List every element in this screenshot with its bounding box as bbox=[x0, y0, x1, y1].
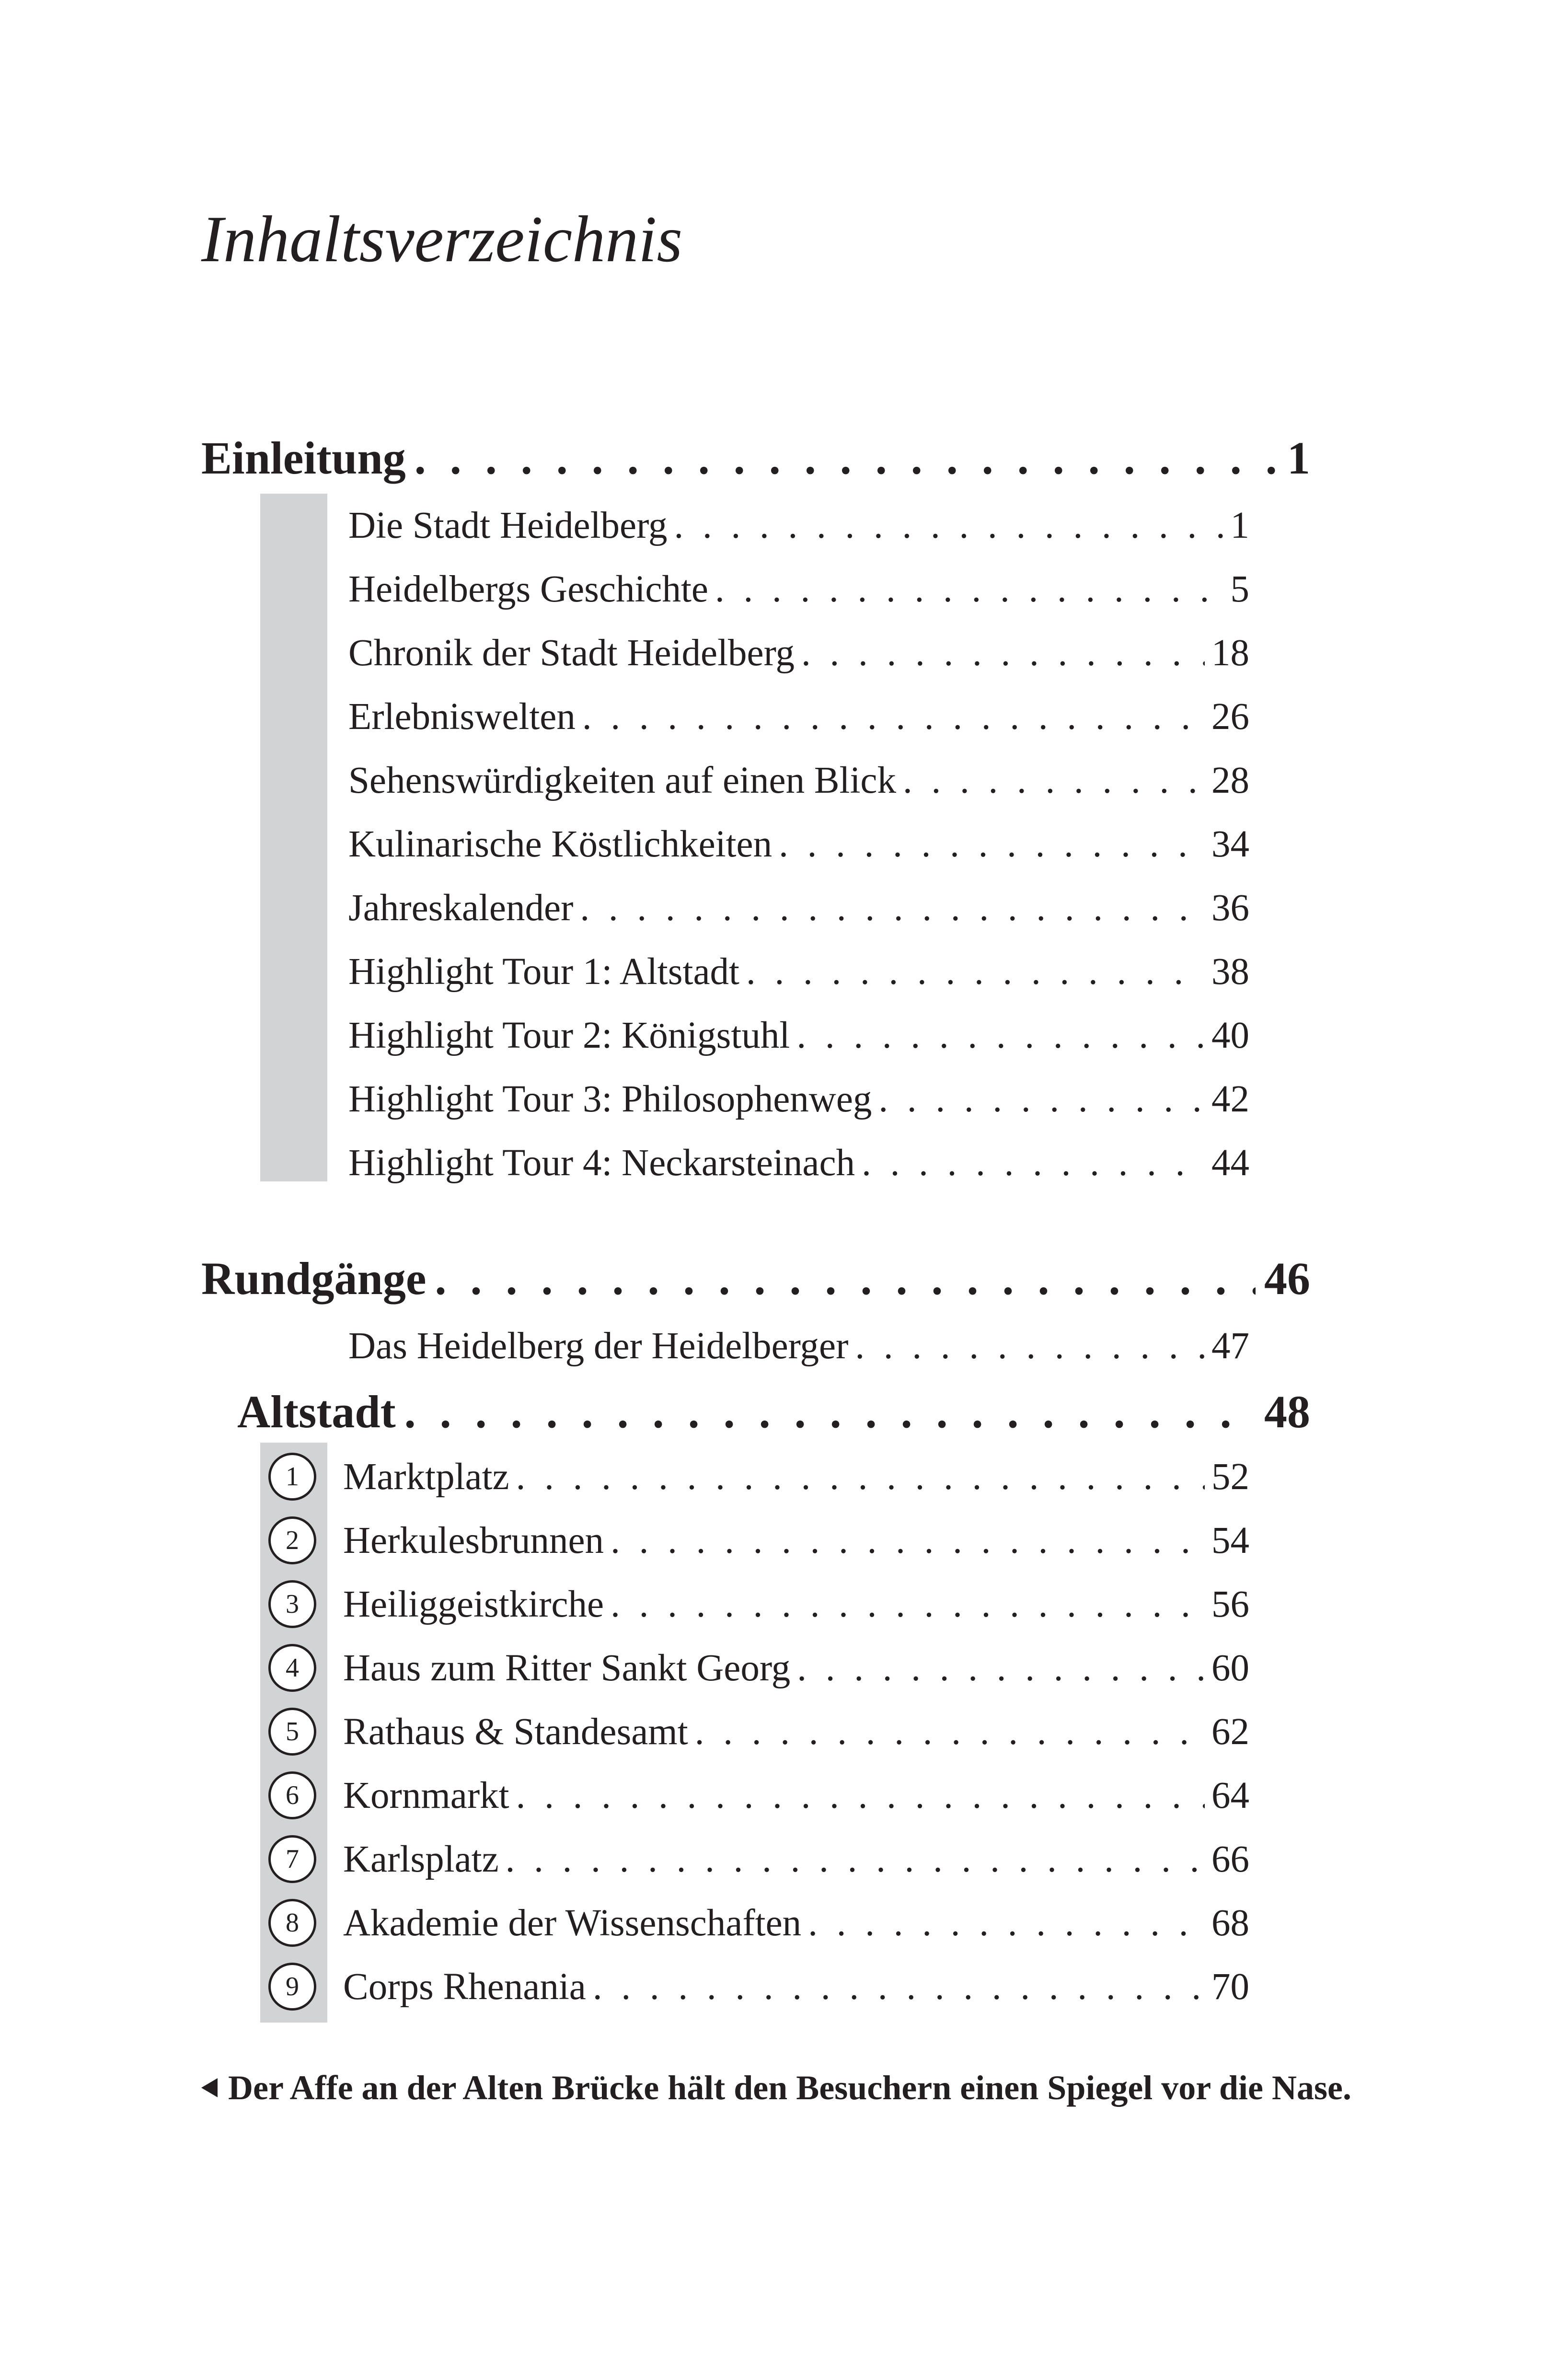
dot-leader bbox=[516, 1456, 1205, 1499]
dot-leader bbox=[582, 695, 1205, 739]
entry-page: 5 bbox=[1230, 568, 1249, 610]
subsection-page: 48 bbox=[1264, 1386, 1310, 1437]
toc-entry[interactable] bbox=[343, 1700, 1249, 1764]
dot-leader bbox=[611, 1583, 1205, 1626]
dot-leader bbox=[593, 1966, 1205, 2009]
toc-section-rundgaenge[interactable] bbox=[201, 1242, 1310, 1314]
section-page: 1 bbox=[1287, 432, 1310, 484]
entry-page: 64 bbox=[1211, 1774, 1249, 1816]
toc-entry[interactable] bbox=[343, 1445, 1249, 1509]
page-title: Inhaltsverzeichnis bbox=[201, 202, 683, 276]
entry-page: 36 bbox=[1211, 887, 1249, 929]
entry-page: 40 bbox=[1211, 1014, 1249, 1056]
dot-leader bbox=[779, 823, 1205, 866]
number-badge: 6 bbox=[268, 1771, 316, 1819]
entry-label: Corps Rhenania bbox=[343, 1966, 586, 2008]
entry-page: 26 bbox=[1211, 695, 1249, 738]
toc-entry[interactable] bbox=[343, 1636, 1249, 1700]
dot-leader bbox=[903, 759, 1205, 802]
entry-label: Heidelbergs Geschichte bbox=[348, 568, 708, 610]
entry-label: Highlight Tour 4: Neckarsteinach bbox=[348, 1142, 855, 1184]
toc-entry[interactable] bbox=[343, 1955, 1249, 2019]
entry-page: 18 bbox=[1211, 632, 1249, 674]
entry-page: 28 bbox=[1211, 759, 1249, 801]
dot-leader bbox=[746, 950, 1205, 994]
dot-leader bbox=[435, 1252, 1256, 1305]
entry-page: 54 bbox=[1211, 1519, 1249, 1561]
entry-page: 52 bbox=[1211, 1456, 1249, 1498]
dot-leader bbox=[715, 568, 1224, 611]
entry-label: Jahreskalender bbox=[348, 887, 574, 929]
toc-entry[interactable] bbox=[348, 557, 1249, 621]
section-label: Einleitung bbox=[201, 432, 406, 484]
toc-entry[interactable] bbox=[343, 1573, 1249, 1636]
toc-entry[interactable] bbox=[343, 1764, 1249, 1827]
entry-label: Kulinarische Köstlichkeiten bbox=[348, 823, 772, 865]
toc-entry[interactable] bbox=[348, 1004, 1249, 1067]
dot-leader bbox=[862, 1142, 1205, 1185]
toc-entry[interactable] bbox=[348, 685, 1249, 749]
toc-entry[interactable] bbox=[348, 812, 1249, 876]
entry-page: 70 bbox=[1211, 1966, 1249, 2008]
entry-label: Karlsplatz bbox=[343, 1838, 499, 1880]
dot-leader bbox=[404, 1385, 1256, 1438]
triangle-left-icon bbox=[201, 2078, 218, 2097]
number-badge: 5 bbox=[268, 1708, 316, 1756]
number-badge: 1 bbox=[268, 1453, 316, 1501]
entry-label: Das Heidelberg der Heidelberger bbox=[348, 1325, 849, 1367]
dot-leader bbox=[796, 1014, 1205, 1057]
entry-page: 47 bbox=[1211, 1325, 1249, 1367]
entry-page: 34 bbox=[1211, 823, 1249, 865]
toc-entry[interactable] bbox=[348, 621, 1249, 685]
entry-page: 60 bbox=[1211, 1647, 1249, 1689]
toc-entry[interactable] bbox=[343, 1827, 1249, 1891]
entry-label: Erlebniswelten bbox=[348, 695, 576, 738]
entry-label: Heiliggeistkirche bbox=[343, 1583, 604, 1625]
dot-leader bbox=[878, 1078, 1205, 1121]
entry-page: 68 bbox=[1211, 1902, 1249, 1944]
dot-leader bbox=[808, 1902, 1205, 1945]
section-label: Rundgänge bbox=[201, 1252, 427, 1304]
entry-page: 38 bbox=[1211, 950, 1249, 993]
toc-entry[interactable] bbox=[348, 1067, 1249, 1131]
toc-entry[interactable] bbox=[348, 876, 1249, 940]
dot-leader bbox=[855, 1325, 1205, 1368]
entry-label: Highlight Tour 1: Altstadt bbox=[348, 950, 739, 993]
dot-leader bbox=[801, 632, 1205, 675]
number-badge: 3 bbox=[268, 1580, 316, 1628]
toc-entry[interactable] bbox=[348, 749, 1249, 812]
entry-label: Rathaus & Standesamt bbox=[343, 1711, 688, 1753]
entry-label: Die Stadt Heidelberg bbox=[348, 504, 668, 546]
toc-entry-intro[interactable] bbox=[348, 1314, 1249, 1378]
number-badge: 2 bbox=[268, 1516, 316, 1564]
section-bar bbox=[260, 494, 327, 1181]
section-page: 46 bbox=[1264, 1252, 1310, 1304]
dot-leader bbox=[611, 1519, 1205, 1562]
entry-page: 56 bbox=[1211, 1583, 1249, 1625]
toc-entry[interactable] bbox=[343, 1509, 1249, 1573]
caption-text: Der Affe an der Alten Brücke hält den Besuchern einen Spiegel vor die Nase. bbox=[228, 2069, 1351, 2107]
dot-leader bbox=[695, 1711, 1205, 1754]
dot-leader bbox=[415, 431, 1279, 485]
toc-entry[interactable] bbox=[348, 1131, 1249, 1195]
toc-entry[interactable] bbox=[343, 1891, 1249, 1955]
entry-page: 1 bbox=[1230, 504, 1249, 546]
entry-label: Highlight Tour 2: Königstuhl bbox=[348, 1014, 790, 1056]
dot-leader bbox=[516, 1774, 1205, 1817]
entry-page: 44 bbox=[1211, 1142, 1249, 1184]
toc-entry[interactable] bbox=[348, 940, 1249, 1004]
number-badge: 8 bbox=[268, 1899, 316, 1947]
toc-section-einleitung[interactable] bbox=[201, 422, 1310, 494]
entry-label: Marktplatz bbox=[343, 1456, 509, 1498]
entry-page: 66 bbox=[1211, 1838, 1249, 1880]
entry-label: Akademie der Wissenschaften bbox=[343, 1902, 802, 1944]
image-caption bbox=[201, 2068, 1351, 2108]
entry-label: Sehenswürdigkeiten auf einen Blick bbox=[348, 759, 896, 801]
toc-entry[interactable] bbox=[348, 494, 1249, 557]
dot-leader bbox=[506, 1838, 1205, 1881]
entry-label: Highlight Tour 3: Philosophenweg bbox=[348, 1078, 872, 1120]
toc-subsection-altstadt[interactable] bbox=[237, 1380, 1310, 1443]
number-badge: 7 bbox=[268, 1835, 316, 1883]
entry-label: Chronik der Stadt Heidelberg bbox=[348, 632, 795, 674]
entry-page: 62 bbox=[1211, 1711, 1249, 1753]
entry-label: Kornmarkt bbox=[343, 1774, 509, 1816]
entry-label: Haus zum Ritter Sankt Georg bbox=[343, 1647, 791, 1689]
subsection-label: Altstadt bbox=[237, 1386, 396, 1437]
dot-leader bbox=[797, 1647, 1205, 1690]
entry-label: Herkulesbrunnen bbox=[343, 1519, 604, 1561]
entry-page: 42 bbox=[1211, 1078, 1249, 1120]
number-badge: 4 bbox=[268, 1644, 316, 1692]
dot-leader bbox=[674, 504, 1223, 547]
dot-leader bbox=[580, 887, 1205, 930]
number-badge: 9 bbox=[268, 1963, 316, 2011]
